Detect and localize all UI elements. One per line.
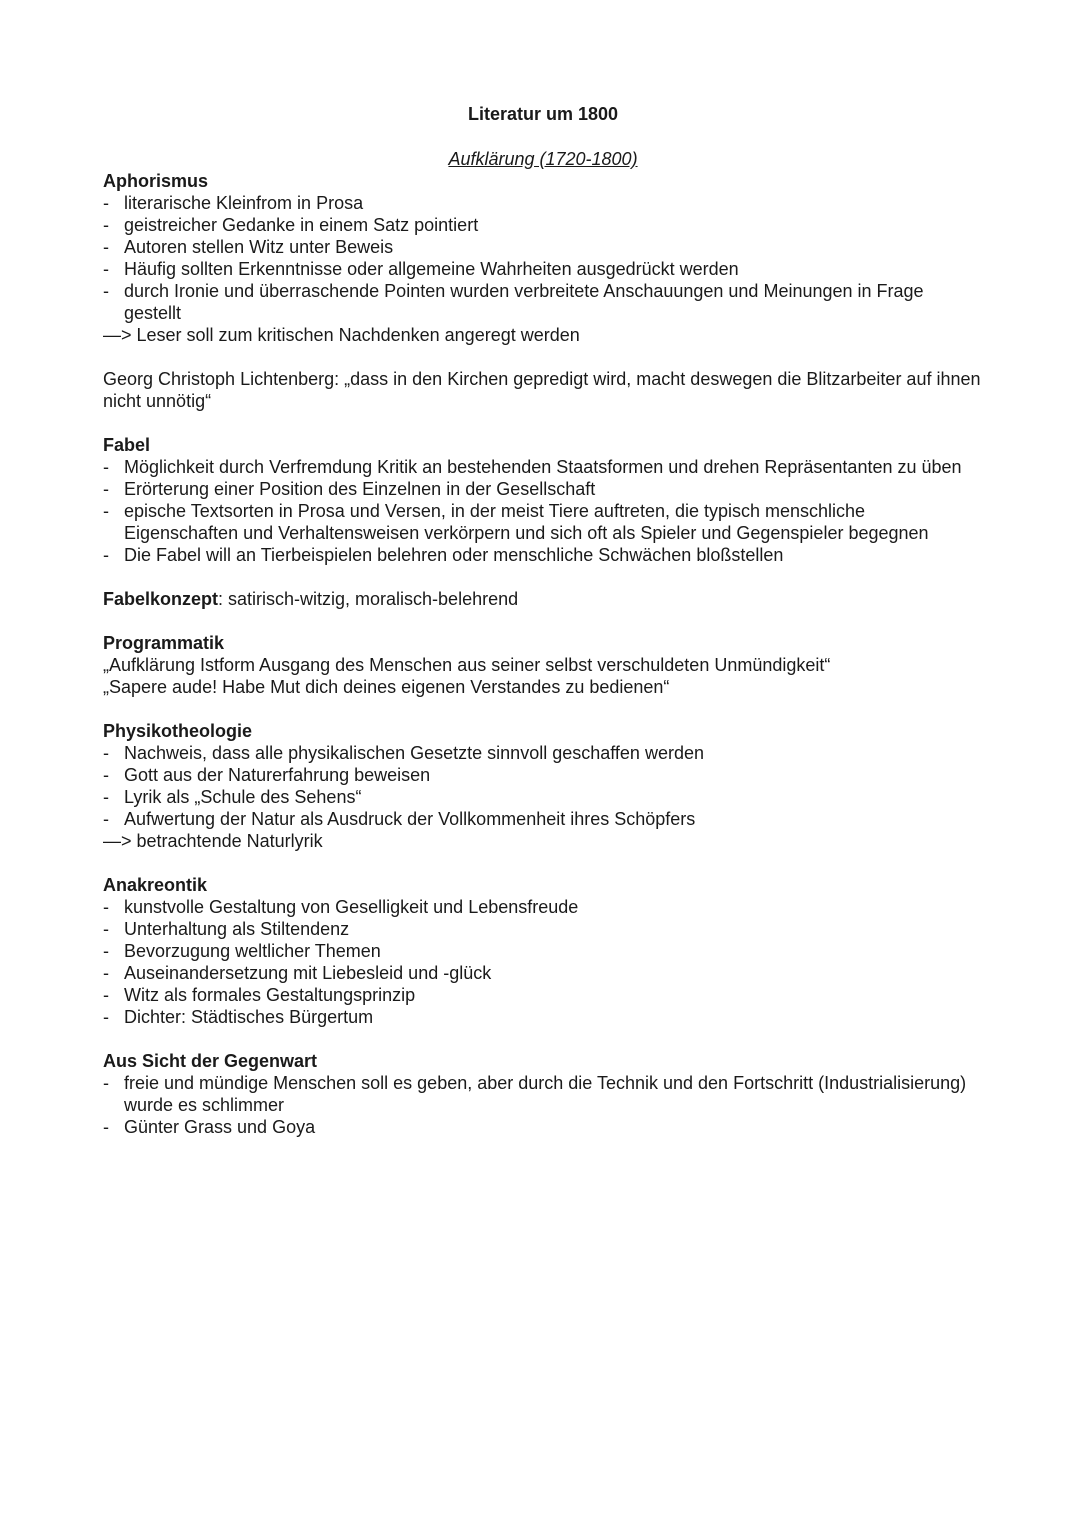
list-aphorismus xyxy=(103,192,983,324)
spacer xyxy=(103,852,983,874)
list-item: - Witz als formales Gestaltungsprinzip xyxy=(103,985,416,1005)
heading-programmatik: Programmatik xyxy=(103,633,225,653)
section-gegenwart xyxy=(103,1050,983,1138)
heading-anakreontik: Anakreontik xyxy=(103,875,208,895)
fabelkonzept-label: Fabelkonzept xyxy=(103,589,219,609)
dash-marker: - xyxy=(103,281,109,301)
spacer xyxy=(103,698,983,720)
list-item: - kunstvolle Gestaltung von Geselligkeit und Lebensfreude xyxy=(103,897,579,917)
dash-marker: - xyxy=(103,545,109,565)
spacer xyxy=(103,1028,983,1050)
dash-marker: - xyxy=(103,1117,109,1137)
dash-marker: - xyxy=(103,501,109,521)
list-item: - geistreicher Gedanke in einem Satz pointiert xyxy=(103,215,479,235)
list-gegenwart xyxy=(103,1072,983,1138)
heading-gegenwart: Aus Sicht der Gegenwart xyxy=(103,1051,318,1071)
section-fabel xyxy=(103,434,983,588)
list-item: - Aufwertung der Natur als Ausdruck der Vollkommenheit ihres Schöpfers xyxy=(103,809,696,829)
title-text: Literatur um 1800 xyxy=(467,104,619,124)
page-subtitle: Aufklärung (1720-1800) xyxy=(448,149,638,169)
list-item: - Nachweis, dass alle physikalischen Gesetzte sinnvoll geschaffen werden xyxy=(103,743,704,763)
document-content xyxy=(103,103,983,1138)
heading-fabel: Fabel xyxy=(103,435,151,455)
heading-physikotheologie: Physikotheologie xyxy=(103,721,253,741)
dash-marker: - xyxy=(103,787,109,807)
section-anakreontik xyxy=(103,874,983,1050)
dash-marker: - xyxy=(103,963,109,983)
dash-marker: - xyxy=(103,259,109,279)
list-fabel xyxy=(103,456,983,566)
list-item: - Autoren stellen Witz unter Beweis xyxy=(103,237,394,257)
dash-marker: - xyxy=(103,743,109,763)
section-programmatik xyxy=(103,632,983,720)
conclusion-physikotheologie: —> betrachtende Naturlyrik xyxy=(103,831,323,851)
list-item: - literarische Kleinfrom in Prosa xyxy=(103,193,364,213)
dash-marker: - xyxy=(103,1073,109,1093)
spacer xyxy=(103,610,983,632)
dash-marker: - xyxy=(103,193,109,213)
dash-marker: - xyxy=(103,941,109,961)
section-fabelkonzept xyxy=(103,588,983,632)
list-item: - durch Ironie und überraschende Pointen wurden verbreitete Anschauungen und Meinungen in Frage gestellt xyxy=(103,281,924,323)
list-item: - Auseinandersetzung mit Liebesleid und -glück xyxy=(103,963,492,983)
list-item: - epische Textsorten in Prosa und Versen, in der meist Tiere auftreten, die typisch menschliche Eigenschaften und Verhaltensweisen verkörpern und sich oft als Spieler und Gegenspieler begegnen xyxy=(103,501,929,543)
list-item: - Erörterung einer Position des Einzelnen in der Gesellschaft xyxy=(103,479,596,499)
list-item: - Die Fabel will an Tierbeispielen belehren oder menschliche Schwächen bloßstellen xyxy=(103,545,784,565)
conclusion-aphorismus: —> Leser soll zum kritischen Nachdenken angeregt werden xyxy=(103,325,580,345)
dash-marker: - xyxy=(103,765,109,785)
list-item: - freie und mündige Menschen soll es geben, aber durch die Technik und den Fortschritt (Industrialisierung) wurde es schlimmer xyxy=(103,1073,967,1115)
list-item: - Gott aus der Naturerfahrung beweisen xyxy=(103,765,431,785)
programmatik-line: „Aufklärung Istform Ausgang des Menschen aus seiner selbst verschuldeten Unmündigkeit“ xyxy=(103,655,831,675)
dash-marker: - xyxy=(103,479,109,499)
list-physikotheologie xyxy=(103,742,983,830)
list-item: - Lyrik als „Schule des Sehens“ xyxy=(103,787,362,807)
spacer xyxy=(103,566,983,588)
dash-marker: - xyxy=(103,215,109,235)
section-physikotheologie xyxy=(103,720,983,874)
page-title xyxy=(103,103,983,125)
dash-marker: - xyxy=(103,1007,109,1027)
list-item: - Möglichkeit durch Verfremdung Kritik an bestehenden Staatsformen und drehen Repräsentanten zu üben xyxy=(103,457,962,477)
programmatik-line: „Sapere aude! Habe Mut dich deines eigenen Verstandes zu bedienen“ xyxy=(103,677,670,697)
spacer xyxy=(103,346,983,368)
heading-aphorismus: Aphorismus xyxy=(103,171,209,191)
list-item: - Häufig sollten Erkenntnisse oder allgemeine Wahrheiten ausgedrückt werden xyxy=(103,259,739,279)
list-anakreontik xyxy=(103,896,983,1028)
dash-marker: - xyxy=(103,457,109,477)
dash-marker: - xyxy=(103,985,109,1005)
list-item: - Dichter: Städtisches Bürgertum xyxy=(103,1007,374,1027)
fabelkonzept-line xyxy=(103,588,983,610)
dash-marker: - xyxy=(103,237,109,257)
list-item: - Günter Grass und Goya xyxy=(103,1117,316,1137)
spacer xyxy=(103,412,983,434)
fabelkonzept-text: : satirisch-witzig, moralisch-belehrend xyxy=(218,589,519,609)
list-item: - Unterhaltung als Stiltendenz xyxy=(103,919,350,939)
list-item: - Bevorzugung weltlicher Themen xyxy=(103,941,381,961)
quote-lichtenberg: Georg Christoph Lichtenberg: „dass in den Kirchen gepredigt wird, macht deswegen die Blitzarbeiter auf ihnen nicht unnötig“ xyxy=(103,369,981,411)
dash-marker: - xyxy=(103,809,109,829)
section-aphorismus xyxy=(103,170,983,434)
dash-marker: - xyxy=(103,897,109,917)
dash-marker: - xyxy=(103,919,109,939)
